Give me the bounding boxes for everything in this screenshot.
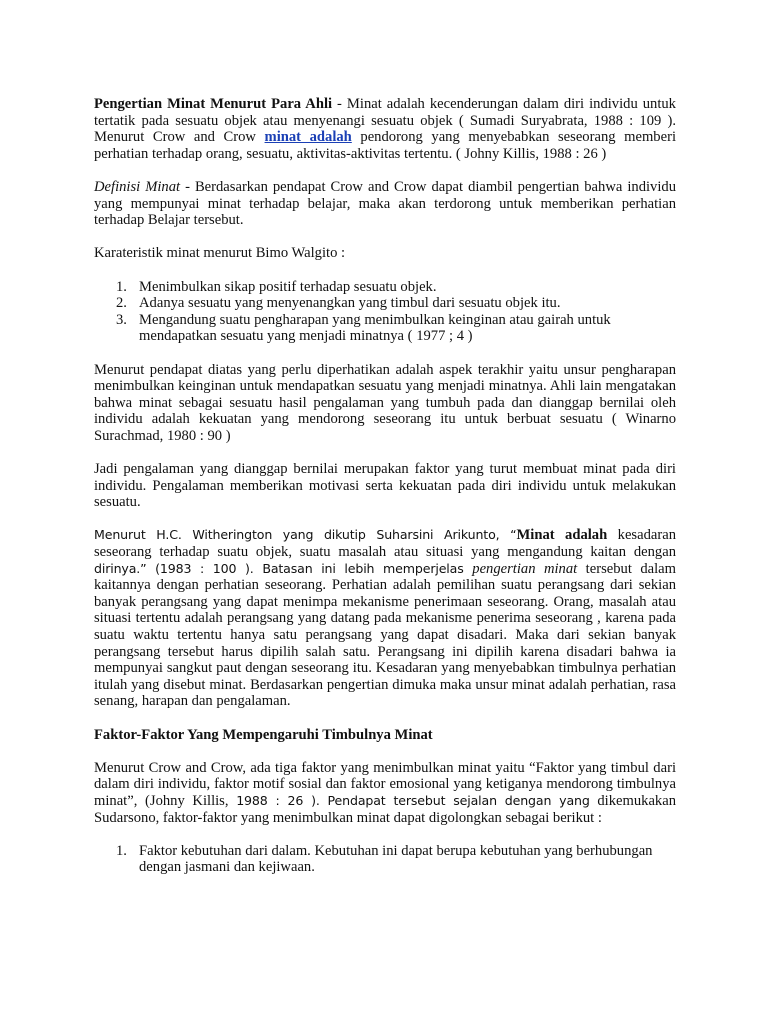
list-number: 3. <box>116 311 127 328</box>
list-item-text: Adanya sesuatu yang menyenangkan yang timbul dari sesuatu objek itu. <box>139 295 561 312</box>
list-item <box>94 295 676 312</box>
paragraph-text: dikemukakan Sudarsono, faktor-faktor yang menimbulkan minat dapat digolongkan sebagai berikut : <box>94 792 677 826</box>
paragraph-text: tersebut dalam kaitannya dengan perhatian seseorang. Perhatian adalah pemilihan suatu perangsang dari sekian banyak perangsang yang dapat menimpa mekanisme penerimaan seseorang. Orang, masalah atau situasi tertentu adalah perangsang yang datang pada mekanisme penerima seseorang , karena pada suatu waktu tertentu hanya satu perangsang yang dapat disadari. Maka dari sekian banyak perangsang tersebut harus dipilih salah satu. Perangsang ini dipilih karena disadari bahwa ia mempunyai sangkut paut dengan seseorang itu. Kesadaran yang menyebabkan timbulnya perhatian itulah yang disebut minat. Berdasarkan pengertian dimuka maka unsur minat adalah perhatian, rasa senang, harapan dan pengalaman. <box>94 560 676 710</box>
paragraph-menurut-pendapat: Menurut pendapat diatas yang perlu diperhatikan adalah aspek terakhir yaitu unsur pengharapan menimbulkan keinginan untuk mendapatkan sesuatu yang menjadi minatnya. Ahli lain mengatakan bahwa minat sebagai sesuatu hasil pengalaman yang tumbuh pada dan dianggap bernilai oleh individu adalah kekuatan yang mendorong seseorang itu untuk berbuat sesuatu ( Winarno Surachmad, 1980 : 90 ) <box>94 361 676 444</box>
paragraph-text: - Berdasarkan pendapat Crow and Crow dapat diambil pengertian bahwa individu yang mempunyai minat terhadap belajar, maka akan terdorong untuk memberikan perhatian terhadap Belajar tersebut. <box>94 178 676 229</box>
italic-term: pengertian minat <box>472 560 578 577</box>
paragraph-jadi-pengalaman: Jadi pengalaman yang dianggap bernilai merupakan faktor yang turut membuat minat pada diri individu. Pengalaman memberikan motivasi serta kekuatan pada diri individu untuk melakukan sesuatu. <box>94 461 676 511</box>
paragraph-definisi-minat <box>94 179 676 229</box>
paragraph-text: 1988 : 26 ). Pendapat tersebut sejalan dengan yang <box>236 792 590 808</box>
paragraph-text: Menurut H.C. Witherington yang dikutip Suharsini Arikunto, “ <box>94 527 517 543</box>
list-number: 2. <box>116 295 127 312</box>
paragraph-karateristik: Karateristik minat menurut Bimo Walgito : <box>94 245 346 262</box>
paragraph-witherington <box>94 527 676 710</box>
paragraph-text: Menurut Crow and Crow, ada tiga faktor yang menimbulkan minat yaitu “Faktor yang timbul dari dalam diri individu, faktor motif sosial dan faktor emosional yang ketiganya mendorong timbulnya minat”, (Johny Killis, <box>94 759 676 809</box>
paragraph-pengertian-minat <box>94 96 676 162</box>
faktor-list <box>94 843 676 876</box>
section-title: Pengertian Minat Menurut Para Ahli <box>94 96 333 112</box>
paragraph-text: dirinya.” (1983 : 100 ). Batasan ini lebih memperjelas <box>94 560 473 576</box>
paragraph-text: pendorong yang menyebabkan seseorang memberi perhatian terhadap orang, sesuatu, aktivitas-aktivitas tertentu. ( Johny Killis, 1988 : 26 ) <box>94 129 676 162</box>
karakteristik-list <box>94 279 676 345</box>
document-body <box>94 96 676 893</box>
paragraph-text: - Minat adalah kecenderungan dalam diri individu untuk tertatik pada sesuatu objek atau menyenangi sesuatu objek ( Sumadi Suryabrata, 1988 : 109 ). Menurut Crow and Crow <box>94 96 676 146</box>
list-number: 1. <box>116 842 127 859</box>
list-item-text: Mengandung suatu pengharapan yang menimbulkan keinginan atau gairah untuk mendapatkan sesuatu yang menjadi minatnya ( 1977 ; 4 ) <box>139 311 611 345</box>
definition-label: Definisi Minat <box>94 178 181 195</box>
list-item-text: Menimbulkan sikap positif terhadap sesuatu objek. <box>139 278 437 295</box>
list-number: 1. <box>116 278 127 295</box>
section-heading: Faktor-Faktor Yang Mempengaruhi Timbulnya Minat <box>94 726 433 743</box>
minat-adalah-link[interactable]: minat adalah <box>264 129 352 146</box>
list-item <box>94 279 676 296</box>
paragraph-text: kesadaran seseorang terhadap suatu objek, suatu masalah atau situasi yang mengandung kaitan dengan <box>94 527 676 561</box>
list-item <box>94 312 676 345</box>
bold-term: Minat adalah <box>516 527 608 544</box>
list-item <box>94 843 676 876</box>
paragraph-crow-and-crow <box>94 760 676 826</box>
list-item-text: Faktor kebutuhan dari dalam. Kebutuhan ini dapat berupa kebutuhan yang berhubungan dengan jasmani dan kejiwaan. <box>139 842 653 876</box>
